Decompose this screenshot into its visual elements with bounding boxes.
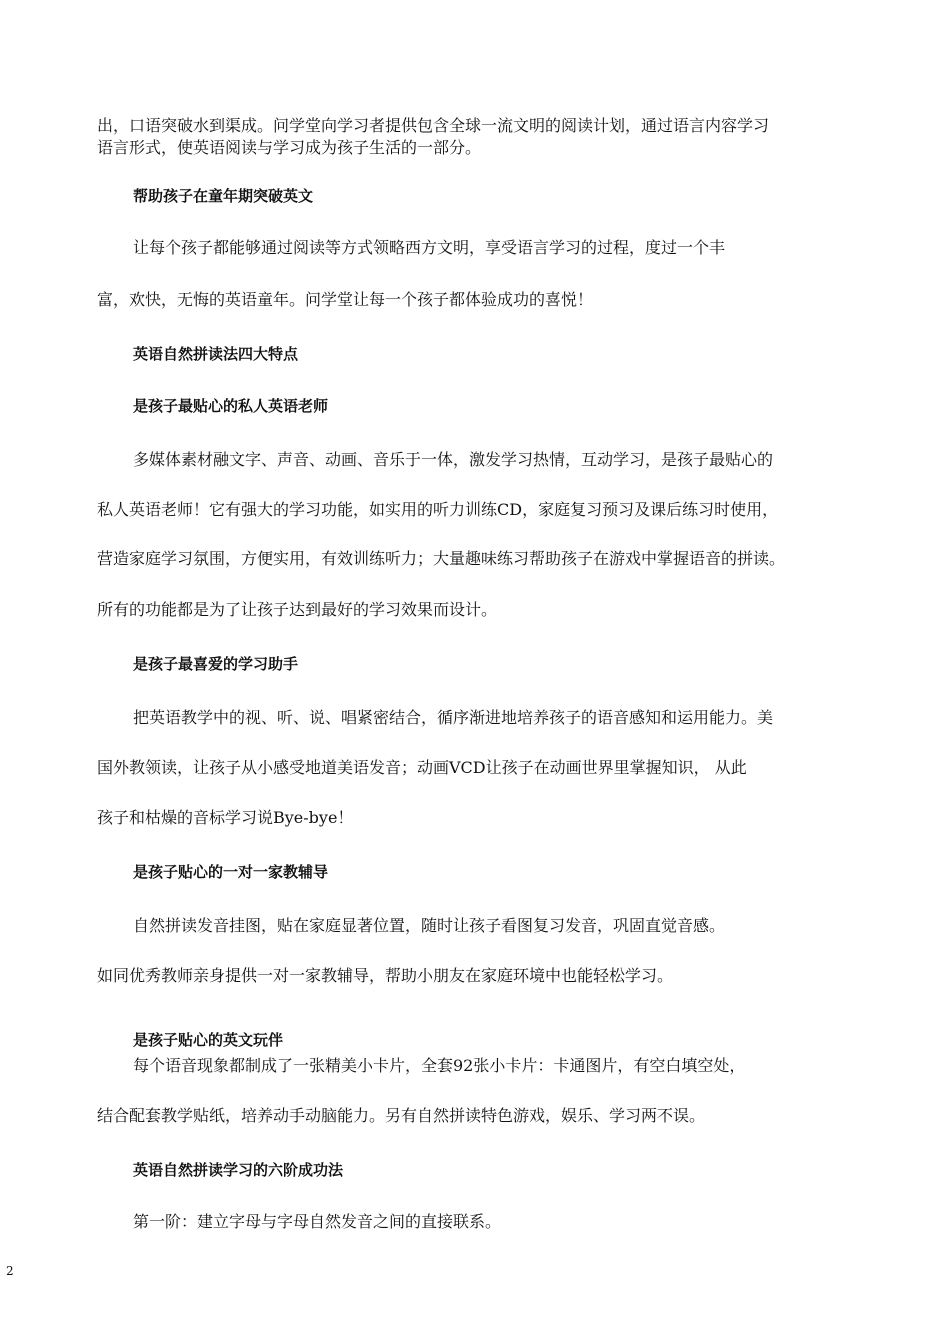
body-text-line: 让每个孩子都能够通过阅读等方式领略西方文明，享受语言学习的过程，度过一个丰 <box>133 238 726 257</box>
body-text-line: 多媒体素材融文字、声音、动画、音乐于一体，激发学习热情，互动学习，是孩子最贴心的 <box>133 450 774 469</box>
section-heading: 是孩子最贴心的私人英语老师 <box>133 397 329 415</box>
section-heading: 是孩子最喜爱的学习助手 <box>133 655 299 673</box>
body-text-line: 结合配套教学贴纸，培养动手动脑能力。另有自然拼读特色游戏，娱乐、学习两不误。 <box>97 1106 706 1125</box>
body-text-line: 私人英语老师！它有强大的学习功能，如实用的听力训练CD，家庭复习预习及课后练习时使用， <box>97 500 779 519</box>
body-text-line: 所有的功能都是为了让孩子达到最好的学习效果而设计。 <box>97 600 498 619</box>
section-heading: 是孩子贴心的英文玩伴 <box>133 1031 284 1049</box>
body-text-line: 出，口语突破水到渠成。问学堂向学习者提供包含全球一流文明的阅读计划，通过语言内容学习 <box>97 116 770 135</box>
body-text-line: 第一阶：建立字母与字母自然发音之间的直接联系。 <box>133 1212 502 1231</box>
body-text-line: 把英语教学中的视、听、说、唱紧密结合，循序渐进地培养孩子的语音感知和运用能力。美 <box>133 708 774 727</box>
body-text-line: 自然拼读发音挂图，贴在家庭显著位置，随时让孩子看图复习发音，巩固直觉音感。 <box>133 916 726 935</box>
body-text-line: 国外教领读，让孩子从小感受地道美语发音；动画VCD让孩子在动画世界里掌握知识， 从此 <box>97 758 747 777</box>
body-text-line: 每个语音现象都制成了一张精美小卡片，全套92张小卡片：卡通图片，有空白填空处， <box>133 1056 746 1075</box>
section-heading: 帮助孩子在童年期突破英文 <box>133 187 314 205</box>
section-heading: 英语自然拼读学习的六阶成功法 <box>133 1161 344 1179</box>
body-text-line: 营造家庭学习氛围，方便实用，有效训练听力；大量趣味练习帮助孩子在游戏中掌握语音的拼读。 <box>97 549 786 568</box>
body-text-line: 如同优秀教师亲身提供一对一家教辅导，帮助小朋友在家庭环境中也能轻松学习。 <box>97 966 674 985</box>
section-heading: 英语自然拼读法四大特点 <box>133 345 299 363</box>
body-text-line: 富，欢快，无悔的英语童年。问学堂让每一个孩子都体验成功的喜悦！ <box>97 290 594 309</box>
body-text-line: 语言形式，使英语阅读与学习成为孩子生活的一部分。 <box>97 138 482 157</box>
page-number: 2 <box>6 1264 14 1278</box>
body-text-line: 孩子和枯燥的音标学习说Bye-bye！ <box>97 808 354 827</box>
section-heading: 是孩子贴心的一对一家教辅导 <box>133 863 329 881</box>
